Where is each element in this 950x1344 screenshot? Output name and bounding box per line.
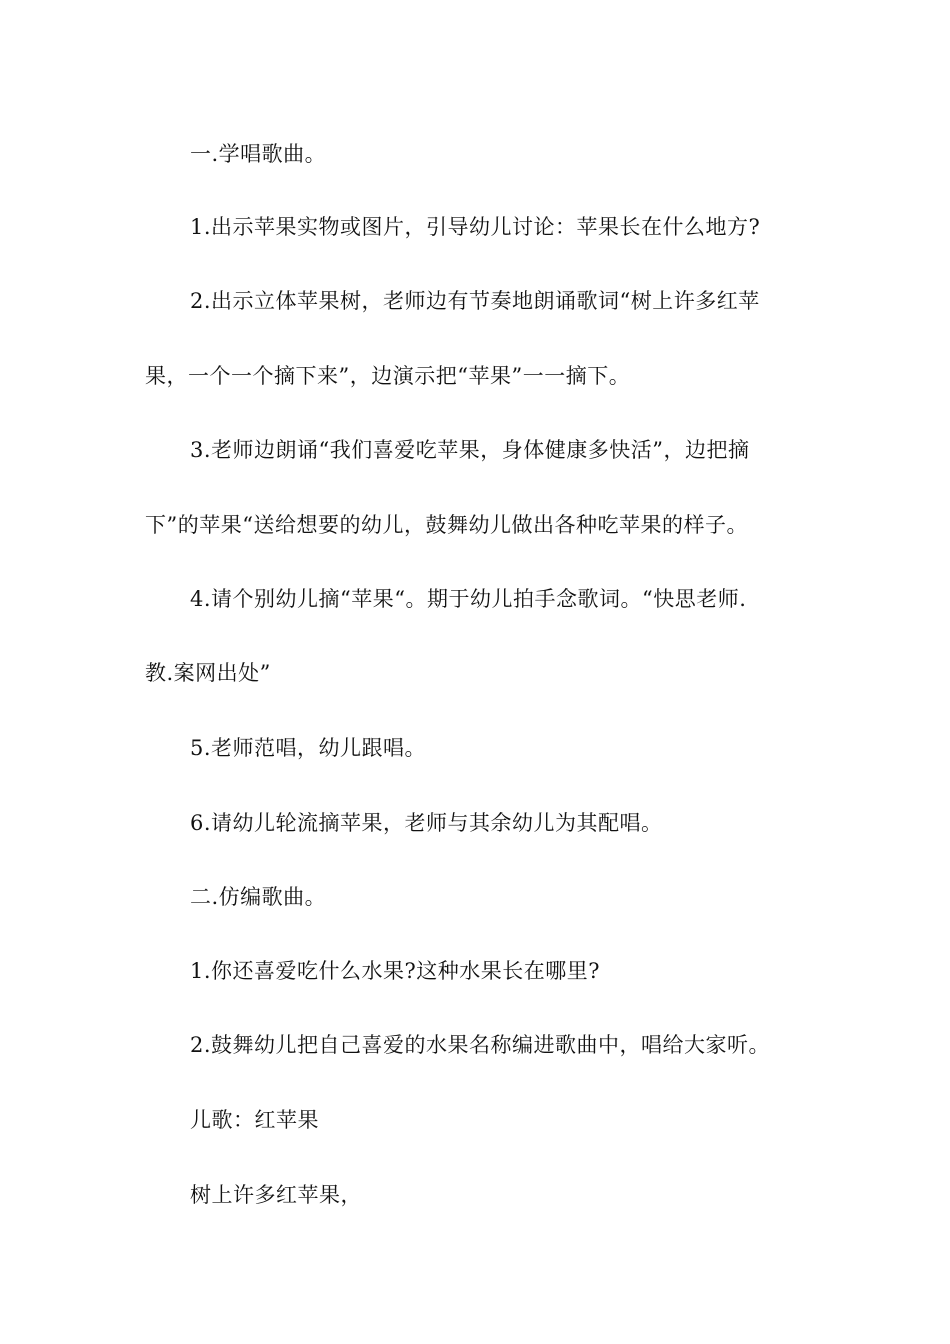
paragraph-step-3-line-1: 3.老师边朗诵“我们喜爱吃苹果，身体健康多快活”，边把摘 xyxy=(190,438,750,462)
song-lyric-line-1: 树上许多红苹果， xyxy=(190,1183,362,1207)
section-heading-learn-song: 一.学唱歌曲。 xyxy=(190,142,327,166)
paragraph-step-6: 6.请幼儿轮流摘苹果，老师与其余幼儿为其配唱。 xyxy=(190,811,663,835)
paragraph-step-2-line-2: 果，一个一个摘下来”，边演示把“苹果”一一摘下。 xyxy=(145,364,631,388)
section-heading-adapt-song: 二.仿编歌曲。 xyxy=(190,885,327,909)
paragraph-step-4-line-1: 4.请个别幼儿摘“苹果“。期于幼儿拍手念歌词。“快思老师. xyxy=(190,587,747,611)
paragraph-step-2-line-1: 2.出示立体苹果树，老师边有节奏地朗诵歌词“树上许多红苹 xyxy=(190,289,760,313)
paragraph-step-4-line-2: 教.案网出处” xyxy=(145,661,271,685)
song-title: 儿歌：红苹果 xyxy=(190,1108,319,1132)
paragraph-adapt-step-2: 2.鼓舞幼儿把自己喜爱的水果名称编进歌曲中，唱给大家听。 xyxy=(190,1033,771,1057)
paragraph-step-1: 1.出示苹果实物或图片，引导幼儿讨论：苹果长在什么地方? xyxy=(190,215,761,239)
paragraph-step-3-line-2: 下”的苹果“送给想要的幼儿，鼓舞幼儿做出各种吃苹果的样子。 xyxy=(145,513,748,537)
paragraph-step-5: 5.老师范唱，幼儿跟唱。 xyxy=(190,736,427,760)
paragraph-adapt-step-1: 1.你还喜爱吃什么水果?这种水果长在哪里? xyxy=(190,959,601,983)
